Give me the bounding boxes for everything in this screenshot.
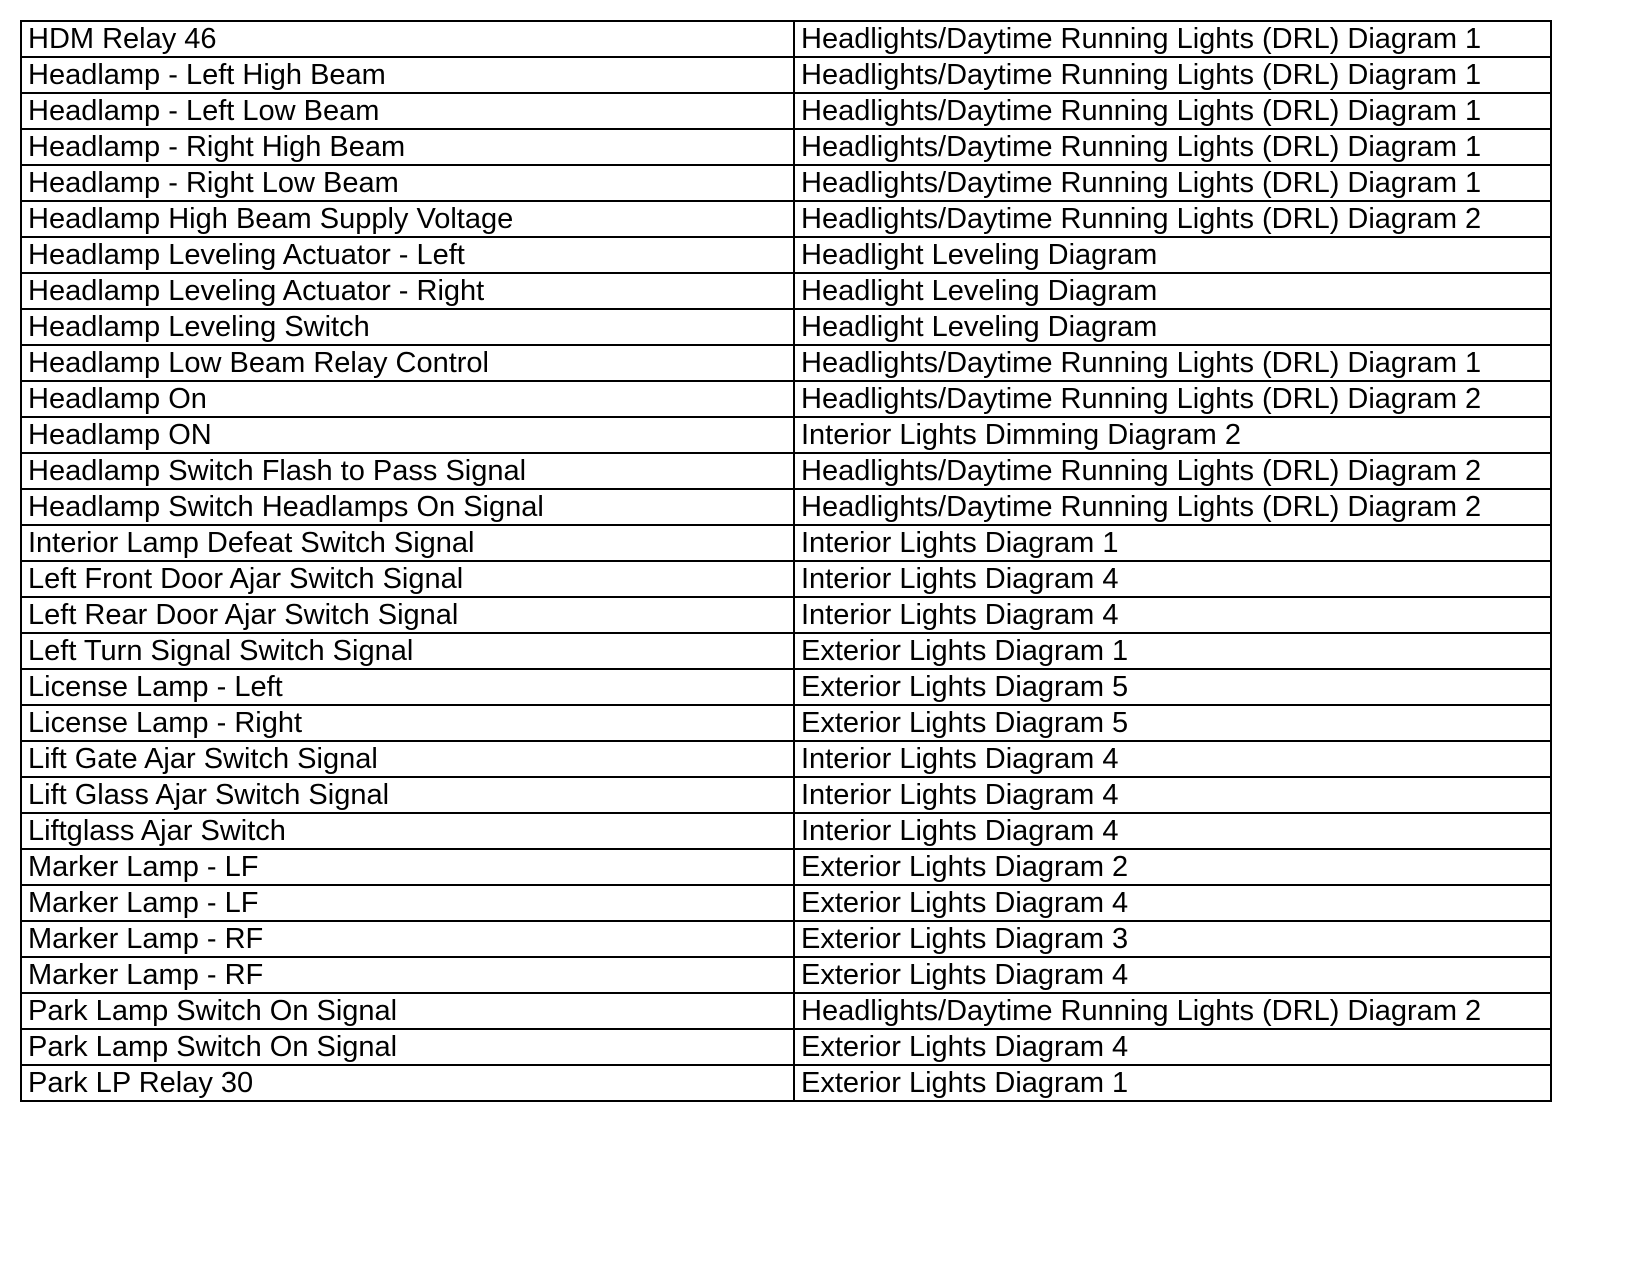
component-index-table — [20, 20, 1552, 1102]
diagram-reference-cell: Exterior Lights Diagram 4 — [794, 885, 1551, 921]
diagram-reference-cell: Interior Lights Diagram 4 — [794, 813, 1551, 849]
table-row — [21, 57, 1551, 93]
diagram-reference-cell: Exterior Lights Diagram 2 — [794, 849, 1551, 885]
table-row — [21, 921, 1551, 957]
component-index-body — [21, 21, 1551, 1101]
table-row — [21, 849, 1551, 885]
table-row — [21, 633, 1551, 669]
component-name-cell: Headlamp - Right High Beam — [21, 129, 794, 165]
diagram-reference-cell: Interior Lights Dimming Diagram 2 — [794, 417, 1551, 453]
table-row — [21, 93, 1551, 129]
diagram-reference-cell: Interior Lights Diagram 4 — [794, 777, 1551, 813]
table-row — [21, 237, 1551, 273]
component-name-cell: Headlamp - Left Low Beam — [21, 93, 794, 129]
table-row — [21, 381, 1551, 417]
diagram-reference-cell: Exterior Lights Diagram 4 — [794, 1029, 1551, 1065]
diagram-reference-cell: Headlights/Daytime Running Lights (DRL) Diagram 2 — [794, 489, 1551, 525]
table-row — [21, 885, 1551, 921]
component-name-cell: Lift Gate Ajar Switch Signal — [21, 741, 794, 777]
component-name-cell: Headlamp - Left High Beam — [21, 57, 794, 93]
diagram-reference-cell: Interior Lights Diagram 4 — [794, 597, 1551, 633]
component-name-cell: License Lamp - Left — [21, 669, 794, 705]
table-row — [21, 741, 1551, 777]
table-row — [21, 489, 1551, 525]
diagram-reference-cell: Exterior Lights Diagram 1 — [794, 633, 1551, 669]
component-name-cell: Interior Lamp Defeat Switch Signal — [21, 525, 794, 561]
table-row — [21, 561, 1551, 597]
diagram-reference-cell: Interior Lights Diagram 1 — [794, 525, 1551, 561]
component-name-cell: Headlamp High Beam Supply Voltage — [21, 201, 794, 237]
table-row — [21, 1029, 1551, 1065]
component-name-cell: Park Lamp Switch On Signal — [21, 993, 794, 1029]
diagram-reference-cell: Headlight Leveling Diagram — [794, 273, 1551, 309]
diagram-reference-cell: Headlights/Daytime Running Lights (DRL) Diagram 2 — [794, 453, 1551, 489]
table-row — [21, 21, 1551, 57]
diagram-reference-cell: Headlights/Daytime Running Lights (DRL) Diagram 2 — [794, 381, 1551, 417]
component-name-cell: Headlamp On — [21, 381, 794, 417]
table-row — [21, 705, 1551, 741]
table-row — [21, 453, 1551, 489]
diagram-reference-cell: Exterior Lights Diagram 1 — [794, 1065, 1551, 1101]
table-row — [21, 777, 1551, 813]
component-name-cell: Marker Lamp - LF — [21, 849, 794, 885]
diagram-reference-cell: Headlights/Daytime Running Lights (DRL) Diagram 1 — [794, 93, 1551, 129]
component-name-cell: Headlamp Leveling Switch — [21, 309, 794, 345]
component-name-cell: HDM Relay 46 — [21, 21, 794, 57]
diagram-reference-cell: Headlights/Daytime Running Lights (DRL) Diagram 1 — [794, 129, 1551, 165]
diagram-reference-cell: Headlight Leveling Diagram — [794, 309, 1551, 345]
table-row — [21, 201, 1551, 237]
table-row — [21, 345, 1551, 381]
diagram-reference-cell: Interior Lights Diagram 4 — [794, 741, 1551, 777]
component-name-cell: Headlamp Switch Headlamps On Signal — [21, 489, 794, 525]
diagram-reference-cell: Headlights/Daytime Running Lights (DRL) Diagram 1 — [794, 21, 1551, 57]
diagram-reference-cell: Exterior Lights Diagram 5 — [794, 669, 1551, 705]
component-name-cell: Liftglass Ajar Switch — [21, 813, 794, 849]
table-row — [21, 309, 1551, 345]
component-name-cell: Headlamp Switch Flash to Pass Signal — [21, 453, 794, 489]
component-name-cell: Left Rear Door Ajar Switch Signal — [21, 597, 794, 633]
diagram-reference-cell: Headlights/Daytime Running Lights (DRL) Diagram 2 — [794, 993, 1551, 1029]
table-row — [21, 1065, 1551, 1101]
component-name-cell: Headlamp Leveling Actuator - Right — [21, 273, 794, 309]
diagram-reference-cell: Interior Lights Diagram 4 — [794, 561, 1551, 597]
table-row — [21, 525, 1551, 561]
table-row — [21, 993, 1551, 1029]
component-name-cell: Park Lamp Switch On Signal — [21, 1029, 794, 1065]
component-name-cell: Headlamp Leveling Actuator - Left — [21, 237, 794, 273]
table-row — [21, 417, 1551, 453]
component-name-cell: Left Front Door Ajar Switch Signal — [21, 561, 794, 597]
component-name-cell: Marker Lamp - RF — [21, 957, 794, 993]
diagram-reference-cell: Headlights/Daytime Running Lights (DRL) Diagram 1 — [794, 165, 1551, 201]
diagram-reference-cell: Exterior Lights Diagram 4 — [794, 957, 1551, 993]
table-row — [21, 273, 1551, 309]
component-name-cell: Park LP Relay 30 — [21, 1065, 794, 1101]
table-row — [21, 813, 1551, 849]
table-row — [21, 165, 1551, 201]
component-name-cell: License Lamp - Right — [21, 705, 794, 741]
diagram-reference-cell: Headlights/Daytime Running Lights (DRL) Diagram 1 — [794, 57, 1551, 93]
diagram-reference-cell: Exterior Lights Diagram 5 — [794, 705, 1551, 741]
component-name-cell: Marker Lamp - LF — [21, 885, 794, 921]
component-name-cell: Left Turn Signal Switch Signal — [21, 633, 794, 669]
component-name-cell: Marker Lamp - RF — [21, 921, 794, 957]
component-name-cell: Headlamp - Right Low Beam — [21, 165, 794, 201]
component-name-cell: Headlamp ON — [21, 417, 794, 453]
table-row — [21, 669, 1551, 705]
diagram-reference-cell: Headlight Leveling Diagram — [794, 237, 1551, 273]
table-row — [21, 957, 1551, 993]
component-name-cell: Lift Glass Ajar Switch Signal — [21, 777, 794, 813]
diagram-reference-cell: Headlights/Daytime Running Lights (DRL) Diagram 1 — [794, 345, 1551, 381]
table-row — [21, 597, 1551, 633]
diagram-reference-cell: Exterior Lights Diagram 3 — [794, 921, 1551, 957]
component-name-cell: Headlamp Low Beam Relay Control — [21, 345, 794, 381]
table-row — [21, 129, 1551, 165]
diagram-reference-cell: Headlights/Daytime Running Lights (DRL) Diagram 2 — [794, 201, 1551, 237]
